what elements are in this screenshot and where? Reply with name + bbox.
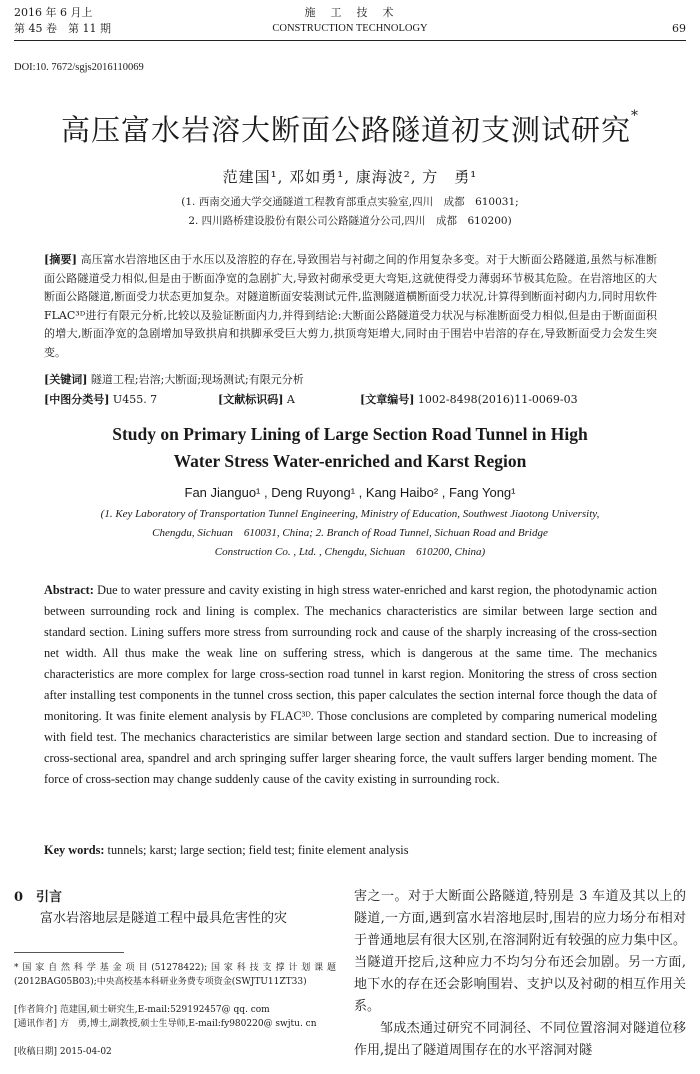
title-cn	[0, 108, 700, 149]
header-journal-en: CONSTRUCTION TECHNOLOGY	[272, 23, 428, 34]
abstract-cn	[44, 251, 657, 362]
header-rule	[14, 40, 686, 41]
art-value: 1002-8498(2016)11-0069-03	[417, 393, 578, 406]
footnote-funding: *国家自然科学基金项目(51278422);国家科技支撑计划课题(2012BAG05B03);中央高校基本科研业务费专项资金(SWJTU11ZT33)	[14, 963, 336, 987]
title-cn-text: 高压富水岩溶大断面公路隧道初支测试研究	[60, 113, 631, 147]
doc-value: A	[286, 393, 295, 406]
authors-en: Fan Jianguo¹ , Deng Ruyong¹ , Kang Haibo² , Fang Yong¹	[184, 485, 516, 500]
authors-cn: 范建国¹, 邓如勇¹, 康海波², 方 勇¹	[222, 168, 478, 186]
affiliation-en-1: (1. Key Laboratory of Transportation Tunnel Engineering, Ministry of Education, Southwest Jiaotong University,	[100, 508, 600, 520]
footnote-author: [作者简介] 范建国,硕士研究生,E-mail:529192457@ qq. com	[14, 1005, 270, 1015]
abstract-en-label: Abstract:	[44, 583, 94, 597]
title-en-line-1: Study on Primary Lining of Large Section Road Tunnel in High	[112, 424, 588, 444]
affiliation-cn-1: (1. 西南交通大学交通隧道工程教育部重点实验室,四川 成都 610031;	[181, 196, 519, 208]
abstract-cn-text: 高压富水岩溶地区由于水压以及溶腔的存在,导致围岩与衬砌之间的作用复杂多变。对于大断面公路隧道,虽然与标准断面公路隧道受力相似,但是由于断面净宽的急剧扩大,导致衬砌承受更大弯矩,这就使得受力薄弱环节极其危险。在岩溶地区的大断面公路隧道,断面受力状态更加复杂。对隧道断面安装测试元件,监测隧道横断面受力状况,计算得到断面衬砌内力,同时用软件 FLAC³ᴰ进行有限元分析,比较以及验证断面内力,并得到结论:大断面公路隧道受力状况与标准断面受力相似,但是由于断面面积的增大,断面净宽的急剧增加导致拱肩和拱脚承受巨大剪力,拱顶弯矩增大,同时由于围岩中岩溶的存在,导致断面受力会发生突变。	[44, 253, 657, 359]
keywords-en-label: Key words:	[44, 843, 105, 857]
keywords-en	[44, 843, 409, 858]
abstract-en	[44, 580, 657, 790]
article-number	[360, 391, 578, 407]
doc-label: [文献标识码]	[218, 393, 284, 406]
header-date: 2016 年 6 月上	[14, 6, 93, 19]
art-label: [文章编号]	[360, 393, 415, 406]
affiliation-cn-2: 2. 四川路桥建设股份有限公司公路隧道分公司,四川 成都 610200)	[188, 215, 512, 227]
doi: DOI:10. 7672/sgjs2016110069	[14, 62, 144, 73]
header-page-number: 69	[672, 22, 686, 35]
keywords-cn-text: 隧道工程;岩溶;大断面;现场测试;有限元分析	[90, 373, 304, 386]
clc-value: U455. 7	[112, 393, 158, 406]
header-volume: 第 45 卷 第 11 期	[14, 22, 111, 35]
body-left-text: 富水岩溶地层是隧道工程中最具危害性的灾	[40, 911, 288, 926]
abstract-cn-label: [摘要]	[44, 253, 77, 266]
section-heading: 0 引言	[14, 890, 63, 905]
affiliation-en-3: Construction Co. , Ltd. , Chengdu, Sichuan 610200, China)	[214, 546, 486, 558]
title-cn-mark: *	[631, 108, 639, 124]
footnote-rule	[14, 952, 124, 953]
clc-number	[44, 391, 157, 407]
body-right-paragraph-1: 害之一。对于大断面公路隧道,特别是 3 车道及其以上的隧道,一方面,遇到富水岩溶地层时,围岩的应力场分布相对于普通地层有很大区别,在溶洞附近有较强的应力集中区。当隧道开挖后,这种应力不均匀分布还会加剧。另一方面,地下水的存在还会影响围岩、支护以及衬砌的相互作用关系。	[354, 889, 686, 1014]
keywords-cn	[44, 371, 304, 387]
header-journal-cn: 施 工 技 术	[304, 6, 396, 19]
abstract-en-text: Due to water pressure and cavity existing in high stress water-enriched and karst region, the photodynamic action between surrounding rock and lining is complex. The mechanics characteristics are similar between large section and standard section. Lining suffers more stress from surrounding rock and cause of the sharply increasing of the cross-section net width. All thus make the weak line on suffering stress, which is dangerous at the same time. The mechanics characteristics are more complex for large cross-section road tunnel in karst region. Monitoring the stress of cross section after installing test components in the tunnel cross section, this paper calculates the section internal force though the data of monitoring. It was finite element analysis by FLAC³ᴰ. Those conclusions are completed by comparing numerical modeling with field test. The mechanics characteristics are similar between large section and standard section. Due to increasing of cross-sectional area, spandrel and arch springing suffer larger shearing force, the vault suffers larger bending moment. The force of cross-section may change suddenly cause of the cavity existing in surrounding rock.	[44, 583, 657, 786]
body-right-paragraph-2: 邹成杰通过研究不同洞径、不同位置溶洞对隧道位移作用,提出了隧道周围存在的水平溶洞对隧	[354, 1021, 686, 1058]
keywords-en-text: tunnels; karst; large section; field test; finite element analysis	[107, 843, 409, 857]
affiliation-en-2: Chengdu, Sichuan 610031, China; 2. Branch of Road Tunnel, Sichuan Road and Bridge	[152, 527, 548, 539]
keywords-cn-label: [关键词]	[44, 373, 88, 386]
doc-code	[218, 391, 295, 407]
footnote-received: [收稿日期] 2015-04-02	[14, 1047, 112, 1057]
footnote-corresponding: [通讯作者] 方 勇,博士,副教授,硕士生导师,E-mail:fy980220@ swjtu. cn	[14, 1019, 317, 1029]
clc-label: [中图分类号]	[44, 393, 110, 406]
title-en-line-2: Water Stress Water-enriched and Karst Region	[173, 451, 527, 471]
